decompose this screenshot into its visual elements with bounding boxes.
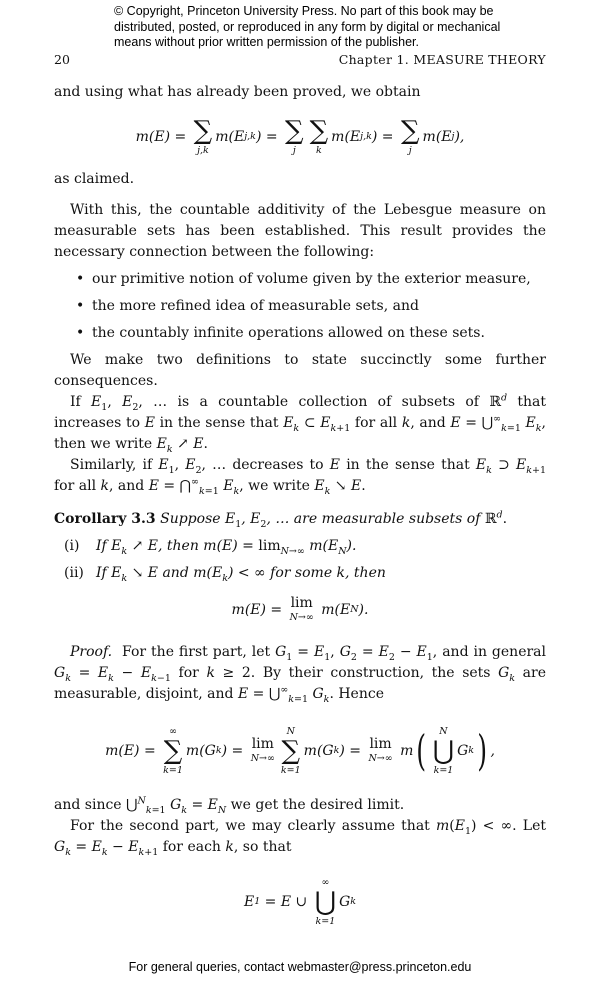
footer-contact: For general queries, contact webmaster@press.princeton.edu [128, 960, 472, 974]
equation-sum-decomposition: m(E) = ∑ j,k m(E j,k ) = ∑ j ∑ k m(E j,k ) = ∑ j m(E j ), [135, 116, 465, 157]
page-number: 20 [54, 52, 70, 67]
paragraph-decreasing: Similarly, if $E_1$, $E_2$, … decreases to E in the sense that $E_k$ ⊃ $E_{k+1}$ for all k, and $E = ⋂^\infty_{k=1}$ $E_k$, we write $E_k$ ↘ E. [54, 457, 547, 497]
running-header [54, 52, 546, 67]
corollary-item-i: (i) If $E_k$ ↗ E, then $m(E) = \lim_{N\to\infty} m(E_N)$. [64, 538, 357, 557]
copyright-notice [114, 4, 534, 51]
bullet-icon: • [76, 271, 85, 287]
claimed-text: as claimed. [54, 171, 135, 187]
list-item: • our primitive notion of volume given by the exterior measure, [76, 269, 546, 290]
equation-disjoint-union: m(E) = ∞ ∑ k=1 m(G k ) = lim N→∞ N ∑ k=1 m(G k ) = lim N→∞ m ( N ⋃ k=1 G k ) , [105, 726, 495, 776]
paragraph-limit: and since ⋃$^N_{k=1}$ $G_k = E_N$ we get the desired limit. [54, 795, 405, 816]
paragraph-second-part: For the second part, we may clearly assume that $m(E_1)$ < ∞. Let $G_k = E_k - E_{k+1}$ for each k, so that [54, 818, 546, 858]
proof-label: Proof. [70, 644, 113, 660]
page-body [54, 82, 546, 934]
intro-text: and using what has already been proved, we obtain [54, 84, 421, 100]
equation-limit: m(E) = lim N→∞ m(E N ). [231, 595, 369, 624]
corollary-statement: Corollary 3.3 Suppose $E_1$, $E_2$, … are measurable subsets of ℝ$^d$. [54, 509, 508, 530]
bullet-icon: • [76, 298, 85, 314]
chapter-title: Chapter 1. MEASURE THEORY [338, 52, 546, 67]
list-item: • the countably infinite operations allowed on these sets. [76, 323, 546, 344]
copyright-line-2: distributed, posted, or reproduced in any form by digital or mechanical [114, 19, 501, 34]
bullet-icon: • [76, 325, 85, 341]
corollary-item-ii: (ii) If $E_k$ ↘ E and $m(E_k)$ < ∞ for some k, then [64, 565, 386, 584]
copyright-line-1: © Copyright, Princeton University Press. No part of this book may be [114, 4, 494, 18]
list-item: • the more refined idea of measurable sets, and [76, 296, 546, 317]
corollary-label: Corollary 3.3 [54, 511, 156, 527]
paragraph-increasing: If $E_1$, $E_2$, … is a countable collection of subsets of ℝ$^d$ that increases to E in the sense that $E_k$ ⊂ $E_{k+1}$ for all k, and $E = ⋃^\infty_{k=1}$ $E_k$, then we write $E_k$ ↗ E. [54, 392, 546, 455]
paragraph-additivity: With this, the countable additivity of the Lebesgue measure on measurable sets has been established. This result provides the necessary connection between the following: [54, 202, 546, 260]
paragraph-definitions: We make two definitions to state succinctly some further consequences. [54, 352, 546, 389]
copyright-line-3: means without prior written permission of the publisher. [114, 35, 420, 49]
equation-e1-union: E 1 = E ∪ ∞ ⋃ k=1 G k [243, 877, 357, 927]
proof-paragraph: Proof. For the first part, let $G_1 = E_1$, $G_2 = E_2 - E_1$, and in general $G_k = E_k - E_{k-1}$ for k ≥ 2. By their construction, the sets $G_k$ are measurable, disjoint, and $E = ⋃^\infty_{k=1}$ $G_k$. Hence [54, 644, 547, 705]
